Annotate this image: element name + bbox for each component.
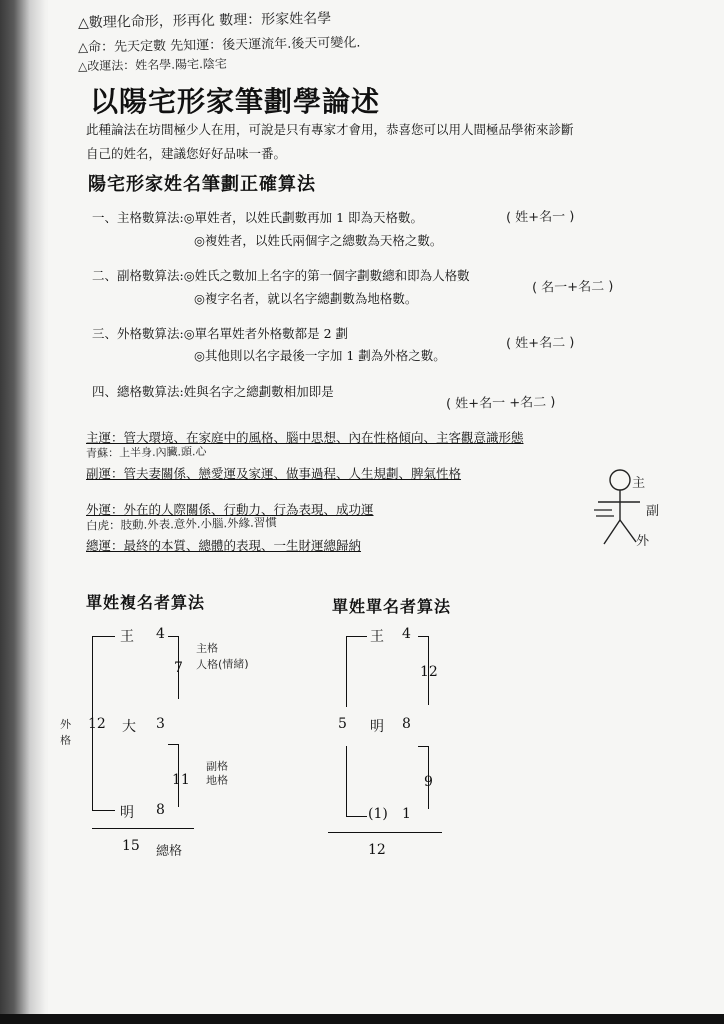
left-char-1-strokes: 4 [156, 626, 165, 642]
main-luck-handnote: 青蘇：上半身.內臟.頭.心 [85, 444, 207, 461]
left-annotation-mid-1: 副格 [205, 759, 229, 774]
page-title: 以陽宅形家筆劃學論述 [90, 85, 381, 118]
right-total-rule [328, 832, 442, 833]
rule-4-line: 四、總格數算法:姓與名字之總劃數相加即是 [92, 384, 334, 399]
right-top-grid-value: 12 [420, 664, 438, 680]
rule-4-note: ( 姓+名一 +名二 ) [445, 395, 556, 412]
left-annotation-outer-2: 格 [59, 733, 72, 748]
rule-2-line-b: ◎複字名者，就以名字總劃數為地格數。 [194, 291, 418, 306]
scan-bottom-edge [0, 1014, 724, 1024]
left-char-2-strokes: 3 [156, 716, 165, 732]
right-mid-grid-value: 9 [424, 774, 433, 790]
rule-2-note: ( 名一+名二 ) [531, 279, 614, 296]
left-mid-grid-value: 11 [172, 772, 190, 788]
total-luck-text: 總運：最終的本質、總體的表現、一生財運總歸納 [86, 538, 362, 553]
right-char-3: (1) [368, 806, 388, 822]
left-annotation-mid-2: 地格 [205, 773, 229, 788]
right-outer-value: 5 [338, 716, 347, 732]
left-annotation-top-2: 人格(情緒) [195, 657, 249, 672]
left-char-3-strokes: 8 [156, 802, 165, 818]
right-char-3-strokes: 1 [402, 806, 411, 822]
scan-binding-edge [0, 0, 48, 1024]
left-top-grid-value: 7 [174, 660, 183, 676]
left-outer-bracket-bottom [92, 740, 115, 811]
handwritten-note-2: △命：先天定數 先知運：後天運流年.後天可變化. [77, 35, 361, 56]
rule-3-line-b: ◎其他則以名字最後一字加 1 劃為外格之數。 [194, 348, 446, 363]
rule-1-note: ( 姓+名一 ) [505, 209, 575, 226]
right-char-1-strokes: 4 [402, 626, 411, 642]
right-char-2: 明 [370, 719, 384, 735]
rule-1-line-a: 一、主格數算法:◎單姓者，以姓氏劃數再加 1 即為天格數。 [92, 210, 424, 225]
right-char-1: 王 [370, 629, 384, 645]
figure-label-outer: 外 [635, 533, 650, 550]
section-subtitle: 陽宅形家姓名筆劃正確算法 [88, 174, 316, 195]
left-char-1: 王 [120, 629, 134, 645]
left-outer-value: 12 [88, 716, 106, 732]
intro-paragraph [86, 118, 666, 166]
left-total-value: 15 [122, 838, 140, 854]
handwritten-note-1: △數理化命形，形再化 數理：形家姓名學 [77, 10, 332, 32]
figure-label-main: 主 [631, 475, 646, 492]
rule-3-line-a: 三、外格數算法:◎單名單姓者外格數都是 2 劃 [92, 326, 349, 341]
right-total-value: 12 [368, 842, 386, 858]
left-char-2: 大 [122, 719, 136, 735]
figure-label-vice: 副 [645, 503, 660, 520]
left-annotation-outer-1: 外 [59, 717, 72, 732]
main-luck-text: 主運：管大環境、在家庭中的風格、腦中思想、內在性格傾向、主客觀意識形態 [86, 430, 524, 445]
left-annotation-top-1: 主格 [195, 641, 219, 656]
right-outer-bracket-bottom [346, 746, 367, 817]
rule-3-note: ( 姓+名二 ) [505, 335, 575, 352]
handwritten-note-3: △改運法：姓名學.陽宅.陰宅 [77, 56, 227, 74]
intro-line-2: 自己的姓名，建議您好好品味一番。 [86, 146, 287, 161]
rule-1-line-b: ◎複姓者，以姓氏兩個字之總數為天格之數。 [194, 233, 443, 248]
right-char-2-strokes: 8 [402, 716, 411, 732]
right-diagram-heading: 單姓單名者算法 [332, 597, 452, 616]
right-outer-bracket-top [346, 636, 367, 707]
intro-line-1: 此種論法在坊間極少人在用，可說是只有專家才會用，恭喜您可以用人間極品學術來診斷 [86, 122, 574, 137]
vice-luck-text: 副運：管夫妻關係、戀愛運及家運、做事過程、人生規劃、脾氣性格 [86, 466, 462, 481]
rule-2-line-a: 二、副格數算法:◎姓氏之數加上名字的第一個字劃數總和即為人格數 [92, 268, 470, 283]
left-total-rule [92, 828, 194, 829]
outer-luck-handnote: 白虎：肢動.外表.意外.小腦.外緣.習慣 [85, 515, 277, 533]
outer-luck-text: 外運：外在的人際關係、行動力、行為表現、成功運 [86, 502, 374, 517]
left-char-3: 明 [120, 805, 134, 821]
left-diagram-heading: 單姓複名者算法 [86, 593, 206, 612]
left-annotation-total: 總格 [155, 843, 183, 860]
